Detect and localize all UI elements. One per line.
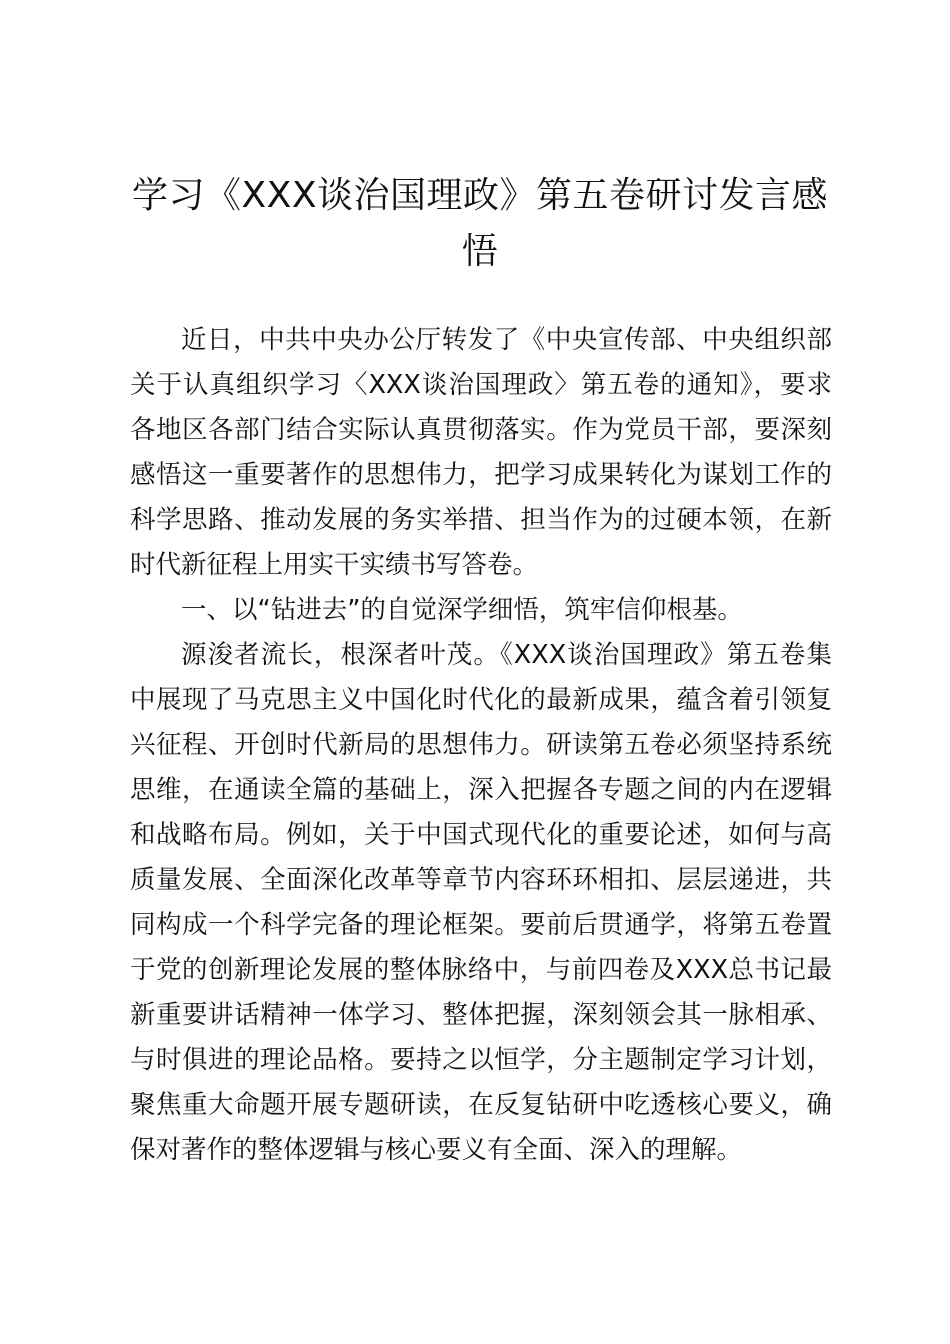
section-heading-1: 一、以“钻进去”的自觉深学细悟，筑牢信仰根基。 — [181, 595, 743, 625]
document-body — [130, 318, 832, 1173]
document-title: 学习《XXX谈治国理政》第五卷研讨发言感悟 — [132, 175, 828, 272]
paragraph-intro: 近日，中共中央办公厅转发了《中央宣传部、中央组织部关于认真组织学习〈XXX谈治国理政〉第五卷的通知》，要求各地区各部门结合实际认真贯彻落实。作为党员干部，要深刻感悟这一重要著作的思想伟力，把学习成果转化为谋划工作的科学思路、推动发展的务实举措、担当作为的过硬本领，在新时代新征程上用实干实绩书写答卷。 — [130, 325, 832, 580]
paragraph-section-1: 源浚者流长，根深者叶茂。《XXX谈治国理政》第五卷集中展现了马克思主义中国化时代化的最新成果，蕴含着引领复兴征程、开创时代新局的思想伟力。研读第五卷必须坚持系统思维，在通读全篇的基础上，深入把握各专题之间的内在逻辑和战略布局。例如，关于中国式现代化的重要论述，如何与高质量发展、全面深化改革等章节内容环环相扣、层层递进，共同构成一个科学完备的理论框架。要前后贯通学，将第五卷置于党的创新理论发展的整体脉络中，与前四卷及XXX总书记最新重要讲话精神一体学习、整体把握，深刻领会其一脉相承、与时俱进的理论品格。要持之以恒学，分主题制定学习计划，聚焦重大命题开展专题研读，在反复钻研中吃透核心要义，确保对著作的整体逻辑与核心要义有全面、深入的理解。 — [130, 640, 832, 1165]
